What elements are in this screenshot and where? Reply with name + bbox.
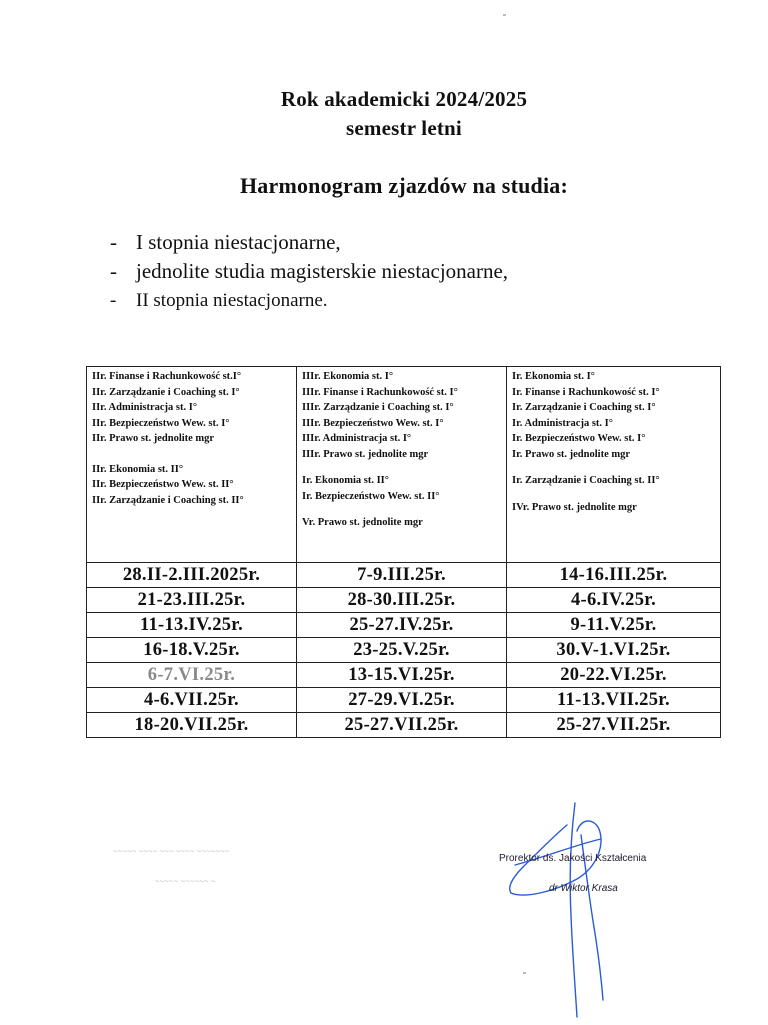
session-date: 18-20.VII.25r.: [87, 713, 297, 738]
table-row: [87, 588, 721, 613]
program-entry: [512, 489, 720, 500]
semester-heading: semestr letni: [346, 116, 462, 140]
session-date: 6-7.VI.25r.: [87, 663, 297, 688]
program-entry: Ir. Ekonomia st. II°: [302, 475, 389, 486]
session-date: 7-9.III.25r.: [297, 563, 507, 588]
table-row: [87, 638, 721, 663]
table-row: [87, 613, 721, 638]
program-entry: IIIr. Bezpieczeństwo Wew. st. I°: [302, 417, 444, 429]
program-entry: IIr. Prawo st. jednolite mgr: [92, 433, 215, 444]
academic-year-heading: Rok akademicki 2024/2025: [280, 87, 528, 111]
program-entry: [512, 462, 720, 473]
table-row: [87, 713, 721, 738]
program-entry: IIIr. Prawo st. jednolite mgr: [302, 448, 429, 460]
table-row: [87, 563, 721, 588]
programs-row: [87, 367, 721, 563]
schedule-table: [86, 366, 721, 738]
study-types-list: [110, 228, 508, 315]
session-date: 14-16.III.25r.: [507, 563, 721, 588]
program-entry: IIr. Administracja st. I°: [92, 402, 198, 413]
program-entry: Ir. Zarządzanie i Coaching st. II°: [512, 475, 660, 486]
session-date: 16-18.V.25r.: [87, 638, 297, 663]
session-date: 13-15.VI.25r.: [297, 663, 507, 688]
session-date: 28.II-2.III.2025r.: [87, 563, 297, 588]
list-item: - II stopnia niestacjonarne.: [110, 290, 328, 311]
session-date: 9-11.V.25r.: [507, 613, 721, 638]
session-date: 11-13.IV.25r.: [87, 613, 297, 638]
session-date: 21-23.III.25r.: [87, 588, 297, 613]
schedule-heading: Harmonogram zjazdów na studia:: [239, 173, 569, 198]
session-date: 25-27.IV.25r.: [297, 613, 507, 638]
program-entry: IIr. Zarządzanie i Coaching st. II°: [92, 494, 244, 506]
program-entry: Ir. Ekonomia st. I°: [512, 371, 595, 382]
program-entry: Ir. Prawo st. jednolite mgr: [512, 448, 631, 460]
program-entry: IIr. Bezpieczeństwo Wew. st. I°: [92, 417, 230, 429]
session-date: 11-13.VII.25r.: [507, 688, 721, 713]
program-entry: Ir. Zarządzanie i Coaching st. I°: [512, 402, 656, 413]
programs-cell-3: [507, 367, 721, 563]
session-date: 25-27.VII.25r.: [297, 713, 507, 738]
scan-speck: [523, 972, 526, 974]
list-item: - I stopnia niestacjonarne,: [110, 230, 341, 254]
programs-cell-2: [297, 367, 507, 563]
program-entry: IIr. Ekonomia st. II°: [92, 463, 184, 475]
program-entry: [302, 504, 506, 515]
program-entry: IIr. Bezpieczeństwo Wew. st. II°: [92, 479, 234, 490]
program-entry: IIIr. Finanse i Rachunkowość st. I°: [302, 386, 458, 398]
program-entry: Ir. Bezpieczeństwo Wew. st. II°: [302, 490, 440, 502]
program-entry: IIIr. Ekonomia st. I°: [302, 371, 394, 382]
signatory-title: Prorektor ds. Jakości Kształcenia: [499, 853, 647, 864]
session-date: 27-29.VI.25r.: [297, 688, 507, 713]
faint-stamp-text: ~~~~~ ~~~~ ~~~ ~~~~ ~~~~~~~: [113, 847, 230, 856]
program-entry: Vr. Prawo st. jednolite mgr: [302, 517, 423, 528]
list-item: - jednolite studia magisterskie niestacjonarne,: [110, 259, 509, 283]
table-row: [87, 688, 721, 713]
programs-cell-1: [87, 367, 297, 563]
session-date: 4-6.IV.25r.: [507, 588, 721, 613]
session-date: 30.V-1.VI.25r.: [507, 638, 721, 663]
session-date: 4-6.VII.25r.: [87, 688, 297, 713]
session-date: 25-27.VII.25r.: [507, 713, 721, 738]
program-entry: [302, 462, 506, 473]
program-entry: IIr. Zarządzanie i Coaching st. I°: [92, 386, 240, 398]
session-date: 23-25.V.25r.: [297, 638, 507, 663]
program-entry: [92, 447, 296, 462]
handwritten-signature-icon: [505, 795, 655, 1025]
session-date: 20-22.VI.25r.: [507, 663, 721, 688]
program-entry: IVr. Prawo st. jednolite mgr: [512, 501, 637, 513]
program-entry: IIIr. Zarządzanie i Coaching st. I°: [302, 402, 454, 413]
program-entry: Ir. Bezpieczeństwo Wew. st. I°: [512, 433, 646, 444]
faint-stamp-text: ~~~~~ ~~~~~~ ~: [155, 877, 216, 886]
signatory-name: dr Wiktor Krasa: [549, 883, 618, 894]
table-row: [87, 663, 721, 688]
program-entry: Ir. Administracja st. I°: [512, 417, 613, 429]
scan-speck: [503, 14, 506, 16]
program-entry: IIr. Finanse i Rachunkowość st.I°: [92, 371, 242, 382]
program-entry: IIIr. Administracja st. I°: [302, 433, 412, 444]
session-date: 28-30.III.25r.: [297, 588, 507, 613]
program-entry: Ir. Finanse i Rachunkowość st. I°: [512, 386, 660, 398]
